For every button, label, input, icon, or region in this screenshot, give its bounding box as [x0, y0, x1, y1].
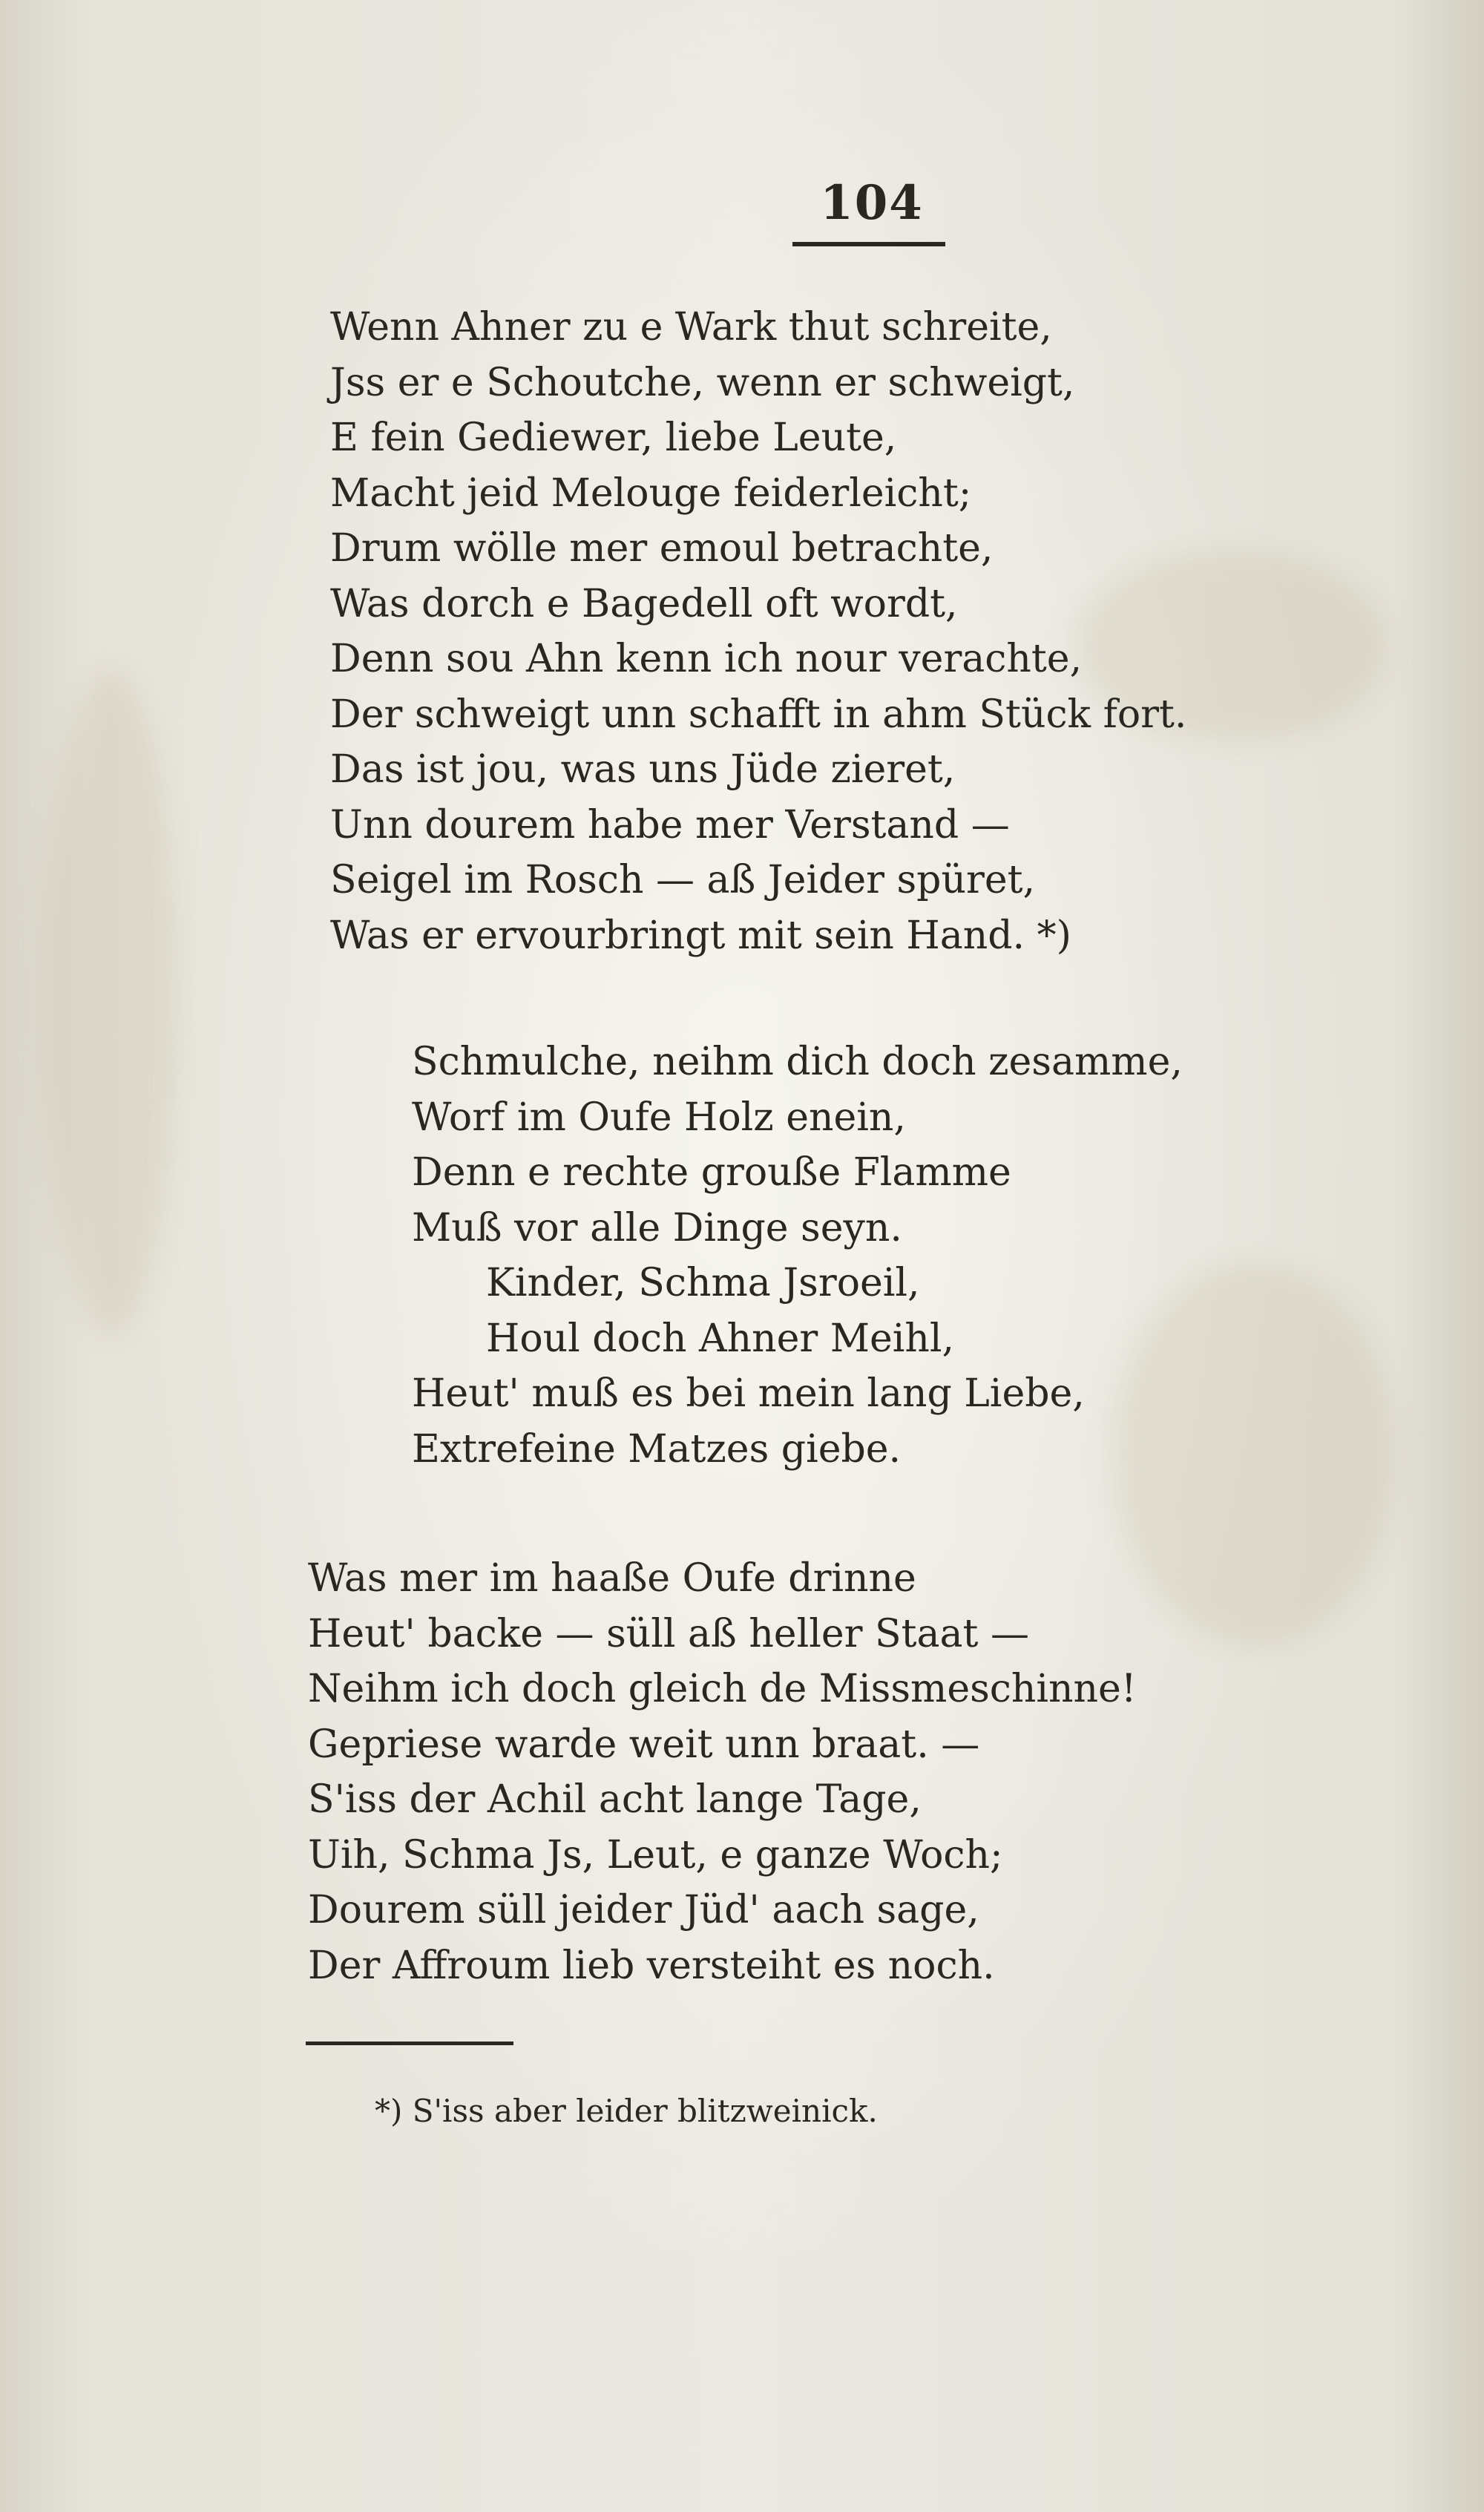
- verse-line: Kinder, Schma Jsroeil,: [486, 1261, 920, 1305]
- footnote: *) S'iss aber leider blitzweinick.: [375, 2093, 878, 2129]
- verse-line: Drum wölle mer emoul betrachte,: [330, 526, 994, 571]
- verse-line: Denn e rechte grouße Flamme: [412, 1150, 1011, 1195]
- stanza-1: [330, 300, 1186, 963]
- verse-line: E fein Gediewer, liebe Leute,: [330, 416, 897, 460]
- verse-line: Houl doch Ahner Meihl,: [486, 1316, 955, 1361]
- verse-line: Worf im Oufe Holz enein,: [412, 1095, 906, 1140]
- verse-line: Gepriese warde weit unn braat. —: [308, 1722, 980, 1767]
- verse-line: Jss er e Schoutche, wenn er schweigt,: [330, 360, 1075, 405]
- verse-line: Der schweigt unn schafft in ahm Stück fort.: [330, 692, 1187, 737]
- verse-line: Unn dourem habe mer Verstand —: [330, 802, 1010, 847]
- verse-line: Das ist jou, was uns Jüde zieret,: [330, 747, 956, 792]
- verse-line: Was mer im haaße Oufe drinne: [308, 1556, 916, 1601]
- verse-line: Der Affroum lieb versteiht es noch.: [308, 1943, 995, 1988]
- verse-line: Extrefeine Matzes giebe.: [412, 1426, 902, 1472]
- verse-line: Denn sou Ahn kenn ich nour verachte,: [330, 637, 1083, 681]
- verse-line: Was er ervourbringt mit sein Hand. *): [330, 913, 1071, 958]
- verse-line: Heut' muß es bei mein lang Liebe,: [412, 1371, 1085, 1416]
- page-number: 104: [820, 175, 924, 231]
- verse-line: Heut' backe — süll aß heller Staat —: [308, 1611, 1029, 1656]
- verse-line: S'iss der Achil acht lange Tage,: [308, 1777, 922, 1822]
- verse-line: Macht jeid Melouge feiderleicht;: [330, 470, 972, 516]
- stanza-2: [412, 1034, 1183, 1477]
- verse-line: Muß vor alle Dinge seyn.: [412, 1205, 902, 1250]
- verse-line: Seigel im Rosch — aß Jeider spüret,: [330, 858, 1036, 902]
- verse-line: Dourem süll jeider Jüd' aach sage,: [308, 1888, 979, 1932]
- stanza-3: [308, 1551, 1137, 1993]
- footnote-rule: [306, 2042, 513, 2045]
- paper-stain: [45, 668, 178, 1336]
- verse-line: Neihm ich doch gleich de Missmeschinne!: [308, 1667, 1137, 1711]
- page-number-rule: [792, 242, 945, 246]
- verse-line: Was dorch e Bagedell oft wordt,: [330, 581, 958, 626]
- verse-line: Uih, Schma Js, Leut, e ganze Woch;: [308, 1832, 1003, 1878]
- verse-line: Wenn Ahner zu e Wark thut schreite,: [330, 305, 1052, 350]
- verse-line: Schmulche, neihm dich doch zesamme,: [412, 1040, 1183, 1084]
